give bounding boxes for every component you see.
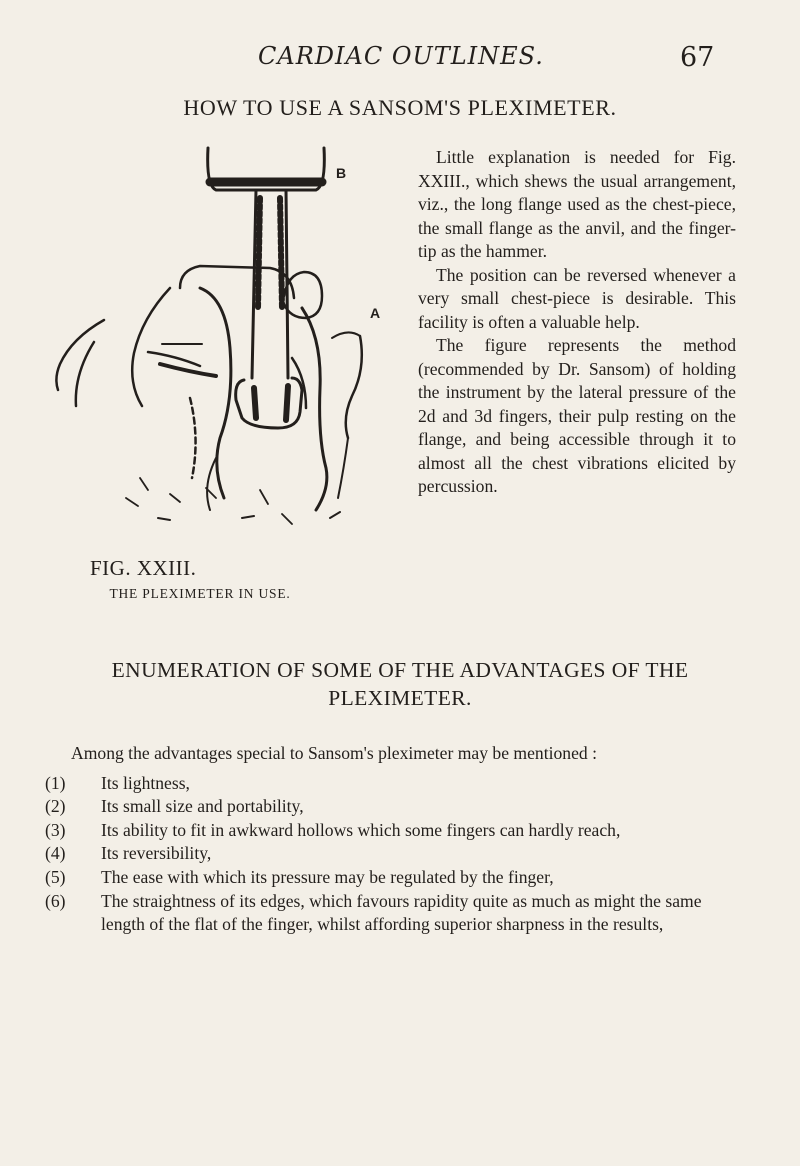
page-number: 67 (680, 42, 715, 73)
figure-letter-a: A (370, 305, 381, 321)
list-item-number: (5) (45, 866, 66, 887)
enumeration-heading-line-2: PLEXIMETER. (328, 686, 472, 710)
list-item (45, 842, 742, 866)
list-item (45, 890, 742, 937)
figure-caption: THE PLEXIMETER IN USE. (109, 586, 291, 601)
list-item-number: (3) (45, 819, 66, 840)
list-item-number: (6) (45, 890, 66, 911)
intro-paragraph: Little explanation is needed for Fig. XXIII., which shews the usual arrangement, viz., the long flange used as the chest-piece, the small flange as the anvil, and the finger-tip as the hammer. (418, 147, 736, 261)
advantages-lead: Among the advantages special to Sansom's pleximeter may be mentioned : (71, 743, 597, 763)
advantages-list (45, 772, 742, 937)
list-item-text: Its ability to fit in awkward hollows which some fingers can hardly reach, (101, 819, 621, 840)
list-item-number: (4) (45, 843, 66, 864)
enumeration-heading-line-1: ENUMERATION OF SOME OF THE ADVANTAGES OF THE (111, 658, 689, 682)
advantages-section (45, 742, 742, 937)
figure-letter-b: B (336, 165, 347, 181)
list-item-number: (2) (45, 796, 66, 817)
list-item-text: Its small size and portability, (101, 796, 304, 817)
list-item (45, 772, 742, 796)
list-item-text: Its reversibility, (101, 843, 212, 864)
enumeration-heading (0, 656, 800, 712)
list-item-number: (1) (45, 772, 66, 793)
intro-paragraph: The position can be reversed whenever a very small chest-piece is desirable. This facility is often a valuable help. (418, 264, 736, 332)
figure-label: FIG. XXIII. (90, 556, 197, 580)
list-item-text: The ease with which its pressure may be regulated by the finger, (101, 866, 554, 887)
section-heading: HOW TO USE A SANSOM'S PLEXIMETER. (183, 95, 617, 120)
running-head (0, 42, 800, 82)
list-item (45, 866, 742, 890)
list-item (45, 819, 742, 843)
list-item (45, 795, 742, 819)
list-item-text: Its lightness, (101, 772, 190, 793)
pleximeter-hand-illustration (30, 138, 402, 558)
intro-paragraph: The figure represents the method (recommended by Dr. Sansom) of holding the instrument by the lateral pressure of the 2d and 3d fingers, their pulp resting on the flange, and being accessible through it to almost all the chest vibrations elicited by percussion. (418, 335, 736, 496)
running-title: CARDIAC OUTLINES. (258, 42, 544, 70)
figure-pleximeter (30, 138, 402, 608)
list-item-text: The straightness of its edges, which favours rapidity quite as much as might the same length of the flat of the finger, whilst affording superior sharpness in the results, (101, 890, 702, 935)
intro-text (418, 146, 736, 499)
